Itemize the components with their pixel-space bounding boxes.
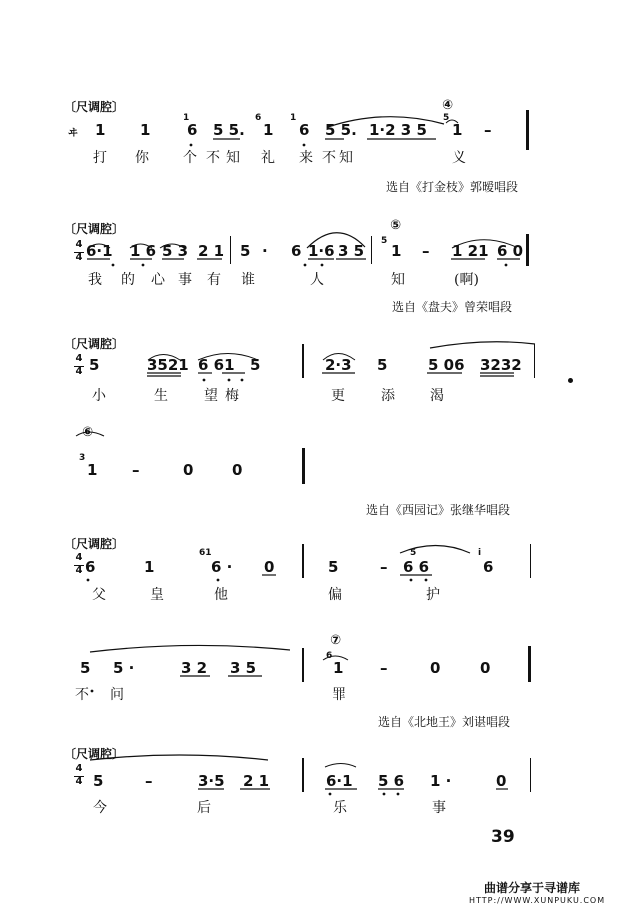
- s6-note: 0: [480, 659, 491, 677]
- s3-note: 5: [250, 356, 261, 374]
- s5-note: 6 6: [403, 558, 430, 576]
- s5-note: –: [380, 558, 388, 576]
- s3-note: 5: [89, 356, 100, 374]
- s2-lyric: 的: [121, 272, 135, 288]
- s6-grace: 6: [326, 651, 333, 661]
- s1-lyric: 来: [299, 150, 313, 166]
- section4-end-bar: [302, 448, 305, 484]
- s1-grace: 6: [255, 113, 262, 123]
- s5-grace: 61: [199, 548, 212, 558]
- s2-lyric: 事: [178, 272, 192, 288]
- s2-note: 6: [291, 242, 302, 260]
- s4-note: 1: [87, 461, 98, 479]
- s3-end-bar: [534, 344, 535, 378]
- section1-label: 〔尺调腔〕: [64, 100, 125, 114]
- s4-grace: 3: [79, 453, 86, 463]
- s4-note: –: [132, 461, 140, 479]
- s5-note: 0: [264, 558, 275, 576]
- s2-mark: ⑤: [390, 218, 402, 233]
- s6-note: 3 5: [230, 659, 257, 677]
- s2-time-bottom: 4: [75, 252, 83, 263]
- s1-lyric: 礼: [261, 150, 275, 166]
- s6-lyric: 罪: [332, 687, 346, 703]
- s1-lyric: 你: [135, 150, 149, 166]
- s5-grace: 5: [410, 548, 417, 558]
- section2-label: 〔尺调腔〕: [64, 222, 125, 236]
- s3-lyric: 梅: [225, 388, 239, 404]
- s2-bar: [230, 236, 231, 264]
- s3-lyric: 添: [381, 388, 395, 404]
- s3-lyric: 小: [92, 388, 106, 404]
- s1-note: 1: [263, 121, 274, 139]
- s3-note: 3521: [147, 356, 189, 374]
- s7-lyric: 乐: [333, 800, 347, 816]
- s6-note: 5 ·: [113, 659, 135, 677]
- s7-lyric: 后: [197, 800, 211, 816]
- s6-note: 1: [333, 659, 344, 677]
- s2-note: 6·1: [86, 242, 113, 260]
- s4-mark: ⑥: [82, 425, 94, 440]
- s1-grace: 1: [290, 113, 297, 123]
- s5-note: 6 ·: [211, 558, 233, 576]
- s3-lyric: 渴: [430, 388, 444, 404]
- s7-note: 0: [496, 772, 507, 790]
- s7-time-top: 4: [75, 763, 83, 774]
- s2-note: 1: [391, 242, 402, 260]
- s2-note: 2 1: [198, 242, 225, 260]
- s2-lyric: 人: [310, 272, 324, 288]
- s5-lyric: 皇: [150, 587, 164, 603]
- s7-note: –: [145, 772, 153, 790]
- s1-lyric: 知: [226, 150, 240, 166]
- s3-time-bottom: 4: [75, 366, 83, 377]
- s6-mark: ⑦: [330, 633, 342, 648]
- s7-note: 6·1: [326, 772, 353, 790]
- s5-time-bottom: 4: [75, 565, 83, 576]
- s4-note: 0: [232, 461, 243, 479]
- s5-bar: [302, 544, 304, 578]
- s6-lyric: 不: [75, 687, 89, 703]
- stray-dot: [568, 378, 573, 383]
- s1-note: 6: [187, 121, 198, 139]
- section1-source: 选自《打金枝》郭暧唱段: [386, 180, 519, 194]
- s5-grace: i: [478, 548, 482, 558]
- page-number: 39: [491, 827, 515, 847]
- s1-lyric: 个: [183, 150, 197, 166]
- section6-end-bar: [528, 646, 531, 682]
- s3-note: 2·3: [325, 356, 352, 374]
- s5-note: 6: [483, 558, 494, 576]
- s2-time-top: 4: [75, 239, 83, 250]
- s3-bar: [302, 344, 304, 378]
- s3-note: 3232: [480, 356, 522, 374]
- s2-note: 5 3: [162, 242, 189, 260]
- s5-time-top: 4: [75, 552, 83, 563]
- s6-note: 3 2: [181, 659, 208, 677]
- s7-note: 1 ·: [430, 772, 452, 790]
- s5-note: 5: [328, 558, 339, 576]
- section5-label: 〔尺调腔〕: [64, 537, 125, 551]
- s6-lyric: 问: [110, 687, 124, 703]
- s2-note: 6 0: [497, 242, 524, 260]
- s2-note: –: [422, 242, 430, 260]
- s5-lyric: 护: [426, 587, 440, 603]
- s1-note: 1·2 3 5: [369, 121, 427, 139]
- s2-lyric: (啊): [454, 272, 479, 288]
- s7-note: 3·5: [198, 772, 225, 790]
- s6-note: 5: [80, 659, 91, 677]
- s1-grace: 1: [183, 113, 190, 123]
- s6-note: –: [380, 659, 388, 677]
- s1-note: 1: [452, 121, 463, 139]
- s2-bar: [371, 236, 372, 264]
- s6-bar: [302, 648, 304, 682]
- s2-lyric: 我: [88, 272, 102, 288]
- s2-note: ·: [262, 242, 268, 260]
- s3-lyric: 生: [154, 388, 168, 404]
- s2-note: 5: [240, 242, 251, 260]
- s1-note: 5 5.: [213, 121, 245, 139]
- s3-lyric: 更: [331, 388, 345, 404]
- s5-note: 6: [85, 558, 96, 576]
- s2-lyric: 谁: [241, 272, 255, 288]
- s5-end-bar: [530, 544, 531, 578]
- s7-note: 5 6: [378, 772, 405, 790]
- section1-prefix: ヰ: [68, 128, 78, 139]
- s2-lyric: 心: [151, 272, 165, 288]
- s2-note: 3 5: [338, 242, 365, 260]
- s7-bar: [302, 758, 304, 792]
- s4-note: 0: [183, 461, 194, 479]
- s1-note: 1: [95, 121, 106, 139]
- s3-note: 5 06: [428, 356, 465, 374]
- s3-note: 5: [377, 356, 388, 374]
- s1-lyric: 知: [339, 150, 353, 166]
- section2-source: 选自《盘夫》曾荣唱段: [392, 300, 513, 314]
- s7-note: 5: [93, 772, 104, 790]
- section1-end-bar: [526, 110, 529, 150]
- s2-lyric: 知: [391, 272, 405, 288]
- s5-lyric: 他: [214, 587, 228, 603]
- s1-mark: ④: [442, 98, 454, 113]
- section2-end-bar: [526, 234, 529, 266]
- section3-label: 〔尺调腔〕: [64, 337, 125, 351]
- section7-label: 〔尺调腔〕: [64, 747, 125, 761]
- s2-grace: 5: [381, 236, 388, 246]
- s7-lyric: 今: [93, 800, 107, 816]
- watermark-url: HTTP://WWW.XUNPUKU.COM: [469, 896, 606, 905]
- s7-time-bottom: 4: [75, 776, 83, 787]
- s2-lyric: 有: [207, 272, 221, 288]
- s1-note: 1: [140, 121, 151, 139]
- s7-note: 2 1: [243, 772, 270, 790]
- s7-lyric: 事: [432, 800, 446, 816]
- s1-grace: 5: [443, 113, 450, 123]
- watermark-title: 曲谱分享于寻谱库: [484, 881, 581, 895]
- s1-lyric: 不: [206, 150, 220, 166]
- s5-lyric: 父: [92, 587, 106, 603]
- s3-time-top: 4: [75, 353, 83, 364]
- s2-note: 1 21: [452, 242, 489, 260]
- s1-note: –: [484, 121, 492, 139]
- s6-note: 0: [430, 659, 441, 677]
- s7-end-bar: [530, 758, 531, 792]
- s3-note: 6 61: [198, 356, 235, 374]
- s3-lyric: 望: [204, 388, 218, 404]
- section4-source: 选自《西园记》张继华唱段: [366, 503, 511, 517]
- s2-note: 1·6: [308, 242, 335, 260]
- section6-source: 选自《北地王》刘谌唱段: [378, 715, 511, 729]
- s5-note: 1: [144, 558, 155, 576]
- s1-note: 5 5.: [325, 121, 357, 139]
- s2-note: 1 6: [130, 242, 157, 260]
- s1-lyric: 不: [322, 150, 336, 166]
- s1-lyric: 义: [452, 150, 466, 166]
- s1-lyric: 打: [93, 150, 107, 166]
- s1-note: 6: [299, 121, 310, 139]
- s5-lyric: 偏: [328, 587, 342, 603]
